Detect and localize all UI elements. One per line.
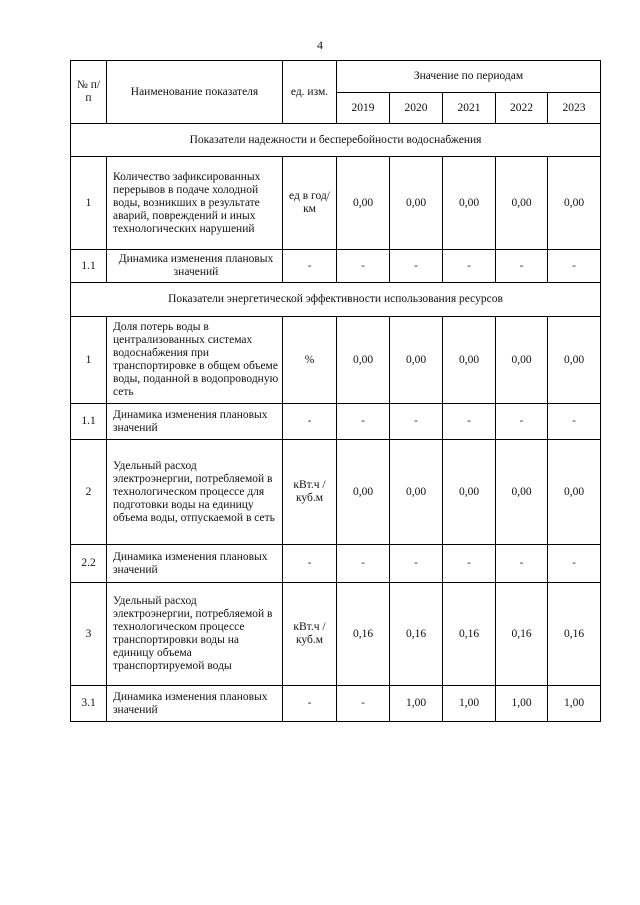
row-value: 0,00 — [390, 157, 443, 250]
row-unit: - — [283, 404, 337, 440]
row-value: 0,00 — [443, 317, 496, 404]
header-year: 2020 — [390, 93, 443, 124]
row-unit: - — [283, 250, 337, 283]
row-num: 1 — [71, 157, 107, 250]
row-num: 1.1 — [71, 250, 107, 283]
row-name: Удельный расход электроэнергии, потребляемой в технологическом процессе для подготовки воды на единицу объема воды, отпускаемой в сеть — [107, 440, 283, 545]
row-num: 3.1 — [71, 686, 107, 722]
header-periods: Значение по периодам — [337, 61, 601, 93]
row-value: - — [443, 250, 496, 283]
row-value: 0,00 — [443, 440, 496, 545]
row-value: 1,00 — [496, 686, 548, 722]
row-num: 3 — [71, 583, 107, 686]
row-num: 1.1 — [71, 404, 107, 440]
row-value: 1,00 — [443, 686, 496, 722]
row-value: - — [496, 404, 548, 440]
row-num: 2 — [71, 440, 107, 545]
page-number: 4 — [317, 38, 323, 52]
row-name: Динамика изменения плановых значений — [107, 404, 283, 440]
row-value: - — [390, 250, 443, 283]
row-value: - — [337, 404, 390, 440]
header-year: 2021 — [443, 93, 496, 124]
row-value: 0,00 — [548, 440, 601, 545]
row-value: 0,00 — [390, 317, 443, 404]
section-row — [71, 283, 601, 317]
table-row — [71, 157, 601, 250]
row-name: Доля потерь воды в централизованных системах водоснабжения при транспортировке в общем объеме воды, поданной в водопроводную сеть — [107, 317, 283, 404]
row-value: 0,00 — [337, 317, 390, 404]
row-value: - — [496, 250, 548, 283]
header-row — [71, 61, 601, 93]
table-row — [71, 583, 601, 686]
row-value: 0,00 — [548, 157, 601, 250]
section-title: Показатели энергетической эффективности использования ресурсов — [71, 283, 601, 317]
row-name: Динамика изменения плановых значений — [107, 545, 283, 583]
row-value: - — [496, 545, 548, 583]
row-value: - — [548, 250, 601, 283]
row-unit: - — [283, 545, 337, 583]
row-value: - — [337, 545, 390, 583]
section-title: Показатели надежности и бесперебойности водоснабжения — [71, 124, 601, 157]
row-num: 1 — [71, 317, 107, 404]
row-value: 0,00 — [496, 157, 548, 250]
table-row — [71, 317, 601, 404]
row-value: 0,16 — [496, 583, 548, 686]
header-year: 2023 — [548, 93, 601, 124]
row-value: - — [337, 250, 390, 283]
row-unit: ед в год/ км — [283, 157, 337, 250]
table-row — [71, 440, 601, 545]
row-value: 0,00 — [337, 440, 390, 545]
row-num: 2.2 — [71, 545, 107, 583]
row-value: - — [390, 545, 443, 583]
row-value: 0,00 — [496, 440, 548, 545]
table-row — [71, 404, 601, 440]
row-value: 0,00 — [337, 157, 390, 250]
row-unit: кВт.ч / куб.м — [283, 583, 337, 686]
table-row — [71, 545, 601, 583]
row-value: - — [337, 686, 390, 722]
table-row — [71, 686, 601, 722]
header-unit: ед. изм. — [283, 61, 337, 124]
row-unit: % — [283, 317, 337, 404]
row-value: - — [443, 545, 496, 583]
row-value: 1,00 — [390, 686, 443, 722]
section-row — [71, 124, 601, 157]
row-value: - — [390, 404, 443, 440]
header-year: 2019 — [337, 93, 390, 124]
row-value: 0,00 — [443, 157, 496, 250]
row-value: 0,00 — [390, 440, 443, 545]
header-year: 2022 — [496, 93, 548, 124]
row-name: Количество зафиксированных перерывов в подаче холодной воды, возникших в результате аварий, повреждений и иных технологических нарушений — [107, 157, 283, 250]
row-unit: кВт.ч / куб.м — [283, 440, 337, 545]
row-name: Динамика изменения плановых значений — [107, 250, 283, 283]
row-value: 0,00 — [548, 317, 601, 404]
header-name: Наименование показателя — [107, 61, 283, 124]
row-unit: - — [283, 686, 337, 722]
row-value: 0,16 — [548, 583, 601, 686]
row-name: Динамика изменения плановых значений — [107, 686, 283, 722]
row-value: 0,16 — [443, 583, 496, 686]
table-row — [71, 250, 601, 283]
row-name: Удельный расход электроэнергии, потребляемой в технологическом процессе транспортировки воды на единицу объема транспортируемой воды — [107, 583, 283, 686]
row-value: - — [548, 545, 601, 583]
header-num: № п/п — [71, 61, 107, 124]
row-value: 1,00 — [548, 686, 601, 722]
row-value: 0,16 — [337, 583, 390, 686]
row-value: 0,16 — [390, 583, 443, 686]
indicators-table — [70, 60, 601, 722]
row-value: - — [443, 404, 496, 440]
row-value: 0,00 — [496, 317, 548, 404]
row-value: - — [548, 404, 601, 440]
